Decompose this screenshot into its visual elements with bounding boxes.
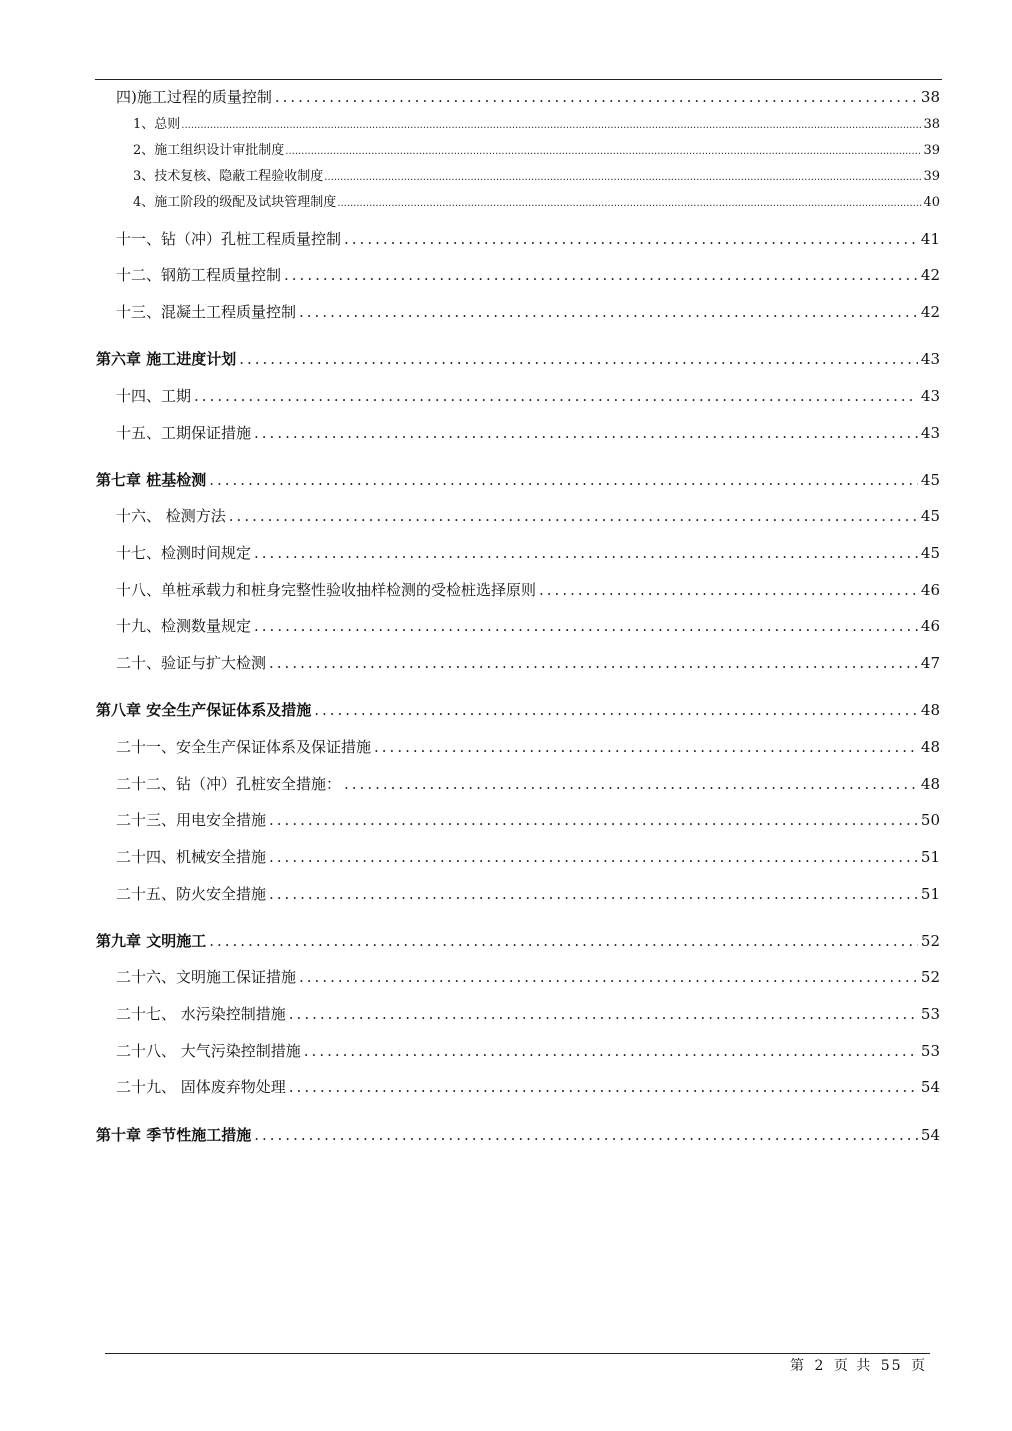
toc-entry[interactable] bbox=[116, 773, 940, 794]
toc-entry-title: 十一、钻（冲）孔桩工程质量控制 bbox=[116, 230, 342, 248]
toc-entry-title: 十五、工期保证措施 bbox=[116, 424, 252, 442]
toc-entry[interactable] bbox=[133, 191, 940, 210]
toc-leader bbox=[269, 811, 918, 829]
toc-leader bbox=[194, 387, 918, 405]
toc-entry[interactable] bbox=[116, 1003, 940, 1024]
toc-chapter[interactable] bbox=[96, 469, 940, 490]
toc-entry-title: 二十、验证与扩大检测 bbox=[116, 654, 267, 672]
toc-entry-page: 48 bbox=[920, 738, 940, 756]
toc-entry[interactable] bbox=[116, 264, 940, 285]
toc-entry-page: 52 bbox=[920, 968, 940, 986]
toc-entry[interactable] bbox=[116, 615, 940, 636]
toc-entry[interactable] bbox=[116, 883, 940, 904]
toc-entry-title: 3、技术复核、隐蔽工程验收制度 bbox=[133, 169, 324, 184]
toc-leader bbox=[209, 471, 918, 489]
header-rule bbox=[95, 79, 942, 80]
toc-leader bbox=[254, 617, 918, 635]
toc-entry-title: 4、施工阶段的级配及试块管理制度 bbox=[133, 195, 337, 210]
toc-entry[interactable] bbox=[133, 139, 940, 158]
toc-entry-title: 2、施工组织设计审批制度 bbox=[133, 143, 285, 158]
toc-leader bbox=[299, 968, 918, 986]
toc-chapter-page: 48 bbox=[920, 701, 940, 719]
footer-middle: 页 共 bbox=[833, 1358, 873, 1374]
toc-leader bbox=[314, 701, 918, 719]
toc-leader bbox=[285, 146, 922, 157]
toc-leader bbox=[284, 266, 918, 284]
toc-leader bbox=[239, 350, 918, 368]
toc-entry-page: 45 bbox=[920, 544, 940, 562]
toc-leader bbox=[269, 885, 918, 903]
toc-entry-page: 40 bbox=[923, 195, 940, 210]
toc-entry-page: 51 bbox=[920, 885, 940, 903]
toc-chapter-title: 第八章 安全生产保证体系及措施 bbox=[96, 701, 312, 719]
toc-entry[interactable] bbox=[116, 579, 940, 600]
toc-chapter[interactable] bbox=[96, 348, 940, 369]
toc-leader bbox=[229, 507, 918, 525]
footer-prefix: 第 bbox=[789, 1358, 806, 1374]
toc-entry-title: 十六、 检测方法 bbox=[116, 507, 226, 525]
toc-leader bbox=[275, 88, 918, 106]
toc-entry[interactable] bbox=[116, 385, 940, 406]
toc-entry-page: 47 bbox=[920, 654, 940, 672]
toc-entry[interactable] bbox=[116, 301, 940, 322]
toc-entry-title: 二十八、 大气污染控制措施 bbox=[116, 1042, 301, 1060]
toc-leader bbox=[289, 1005, 918, 1023]
toc-leader bbox=[254, 544, 918, 562]
toc-chapter-page: 43 bbox=[920, 350, 940, 368]
toc-entry-page: 48 bbox=[920, 775, 940, 793]
toc-leader bbox=[304, 1042, 918, 1060]
toc-entry[interactable] bbox=[133, 165, 940, 184]
footer-rule bbox=[105, 1353, 930, 1354]
toc-entry-page: 41 bbox=[920, 230, 940, 248]
toc-entry-page: 43 bbox=[920, 424, 940, 442]
toc-chapter[interactable] bbox=[96, 699, 940, 720]
toc-entry-title: 二十六、文明施工保证措施 bbox=[116, 968, 297, 986]
toc-leader bbox=[289, 1078, 918, 1096]
toc-entry-title: 十七、检测时间规定 bbox=[116, 544, 252, 562]
toc-leader bbox=[254, 1126, 918, 1144]
toc-entry[interactable] bbox=[116, 86, 940, 107]
toc-leader bbox=[299, 303, 918, 321]
toc-entry-title: 二十二、钻（冲）孔桩安全措施： bbox=[116, 775, 342, 793]
toc-entry-page: 46 bbox=[920, 617, 940, 635]
toc-entry[interactable] bbox=[116, 1076, 940, 1097]
toc-entry-page: 53 bbox=[920, 1005, 940, 1023]
toc-chapter-title: 第九章 文明施工 bbox=[96, 932, 207, 950]
toc-entry-page: 39 bbox=[923, 143, 940, 158]
toc-chapter-page: 45 bbox=[920, 471, 940, 489]
toc-entry-page: 43 bbox=[920, 387, 940, 405]
toc-leader bbox=[254, 424, 918, 442]
toc-chapter[interactable] bbox=[96, 930, 940, 951]
toc-entry-page: 45 bbox=[920, 507, 940, 525]
toc-entry-title: 十四、工期 bbox=[116, 387, 192, 405]
toc-leader bbox=[374, 738, 918, 756]
toc-entry-page: 51 bbox=[920, 848, 940, 866]
footer-current-page: 2 bbox=[814, 1358, 826, 1374]
toc-entry-title: 二十三、用电安全措施 bbox=[116, 811, 267, 829]
toc-entry-title: 十八、单桩承载力和桩身完整性验收抽样检测的受检桩选择原则 bbox=[116, 581, 537, 599]
toc-entry-page: 46 bbox=[920, 581, 940, 599]
toc-entry[interactable] bbox=[116, 809, 940, 830]
toc-chapter-title: 第六章 施工进度计划 bbox=[96, 350, 237, 368]
toc-entry[interactable] bbox=[116, 505, 940, 526]
toc-entry[interactable] bbox=[116, 1040, 940, 1061]
toc-entry-title: 二十五、防火安全措施 bbox=[116, 885, 267, 903]
toc-entry-page: 39 bbox=[923, 169, 940, 184]
toc-entry-title: 二十一、安全生产保证体系及保证措施 bbox=[116, 738, 372, 756]
toc-leader bbox=[324, 172, 922, 183]
toc-chapter[interactable] bbox=[96, 1124, 940, 1145]
toc-entry-title: 十三、混凝土工程质量控制 bbox=[116, 303, 297, 321]
page-footer bbox=[789, 1355, 928, 1375]
toc-entry-title: 四)施工过程的质量控制 bbox=[116, 88, 272, 106]
toc-entry-title: 二十九、 固体废弃物处理 bbox=[116, 1078, 286, 1096]
toc-chapter-title: 第七章 桩基检测 bbox=[96, 471, 207, 489]
toc-entry-page: 38 bbox=[923, 117, 940, 132]
toc-entry[interactable] bbox=[116, 228, 940, 249]
toc-entry-title: 二十四、机械安全措施 bbox=[116, 848, 267, 866]
toc-entry-page: 38 bbox=[920, 88, 940, 106]
toc-entry[interactable] bbox=[116, 846, 940, 867]
footer-total-pages: 55 bbox=[880, 1358, 903, 1374]
toc-leader bbox=[337, 198, 922, 209]
toc-entry[interactable] bbox=[116, 542, 940, 563]
toc-chapter-page: 52 bbox=[920, 932, 940, 950]
toc-entry-page: 53 bbox=[920, 1042, 940, 1060]
toc-entry-page: 42 bbox=[920, 303, 940, 321]
toc-entry-page: 42 bbox=[920, 266, 940, 284]
toc-chapter-title: 第十章 季节性施工措施 bbox=[96, 1126, 252, 1144]
toc-entry[interactable] bbox=[116, 652, 940, 673]
toc-leader bbox=[181, 120, 922, 131]
toc-entry[interactable] bbox=[116, 966, 940, 987]
toc-entry-page: 50 bbox=[920, 811, 940, 829]
toc-entry-page: 54 bbox=[920, 1078, 940, 1096]
toc-leader bbox=[209, 932, 918, 950]
toc-leader bbox=[539, 581, 918, 599]
toc-chapter-page: 54 bbox=[920, 1126, 940, 1144]
toc-leader bbox=[269, 654, 918, 672]
toc-leader bbox=[344, 230, 918, 248]
toc-entry[interactable] bbox=[116, 422, 940, 443]
toc-entry-title: 十九、检测数量规定 bbox=[116, 617, 252, 635]
toc-entry-title: 1、总则 bbox=[133, 117, 181, 132]
toc-entry[interactable] bbox=[116, 736, 940, 757]
toc-entry-title: 十二、钢筋工程质量控制 bbox=[116, 266, 282, 284]
toc-leader bbox=[344, 775, 918, 793]
toc-leader bbox=[269, 848, 918, 866]
footer-suffix: 页 bbox=[911, 1358, 927, 1374]
toc-entry-title: 二十七、 水污染控制措施 bbox=[116, 1005, 286, 1023]
toc-entry[interactable] bbox=[133, 113, 940, 132]
